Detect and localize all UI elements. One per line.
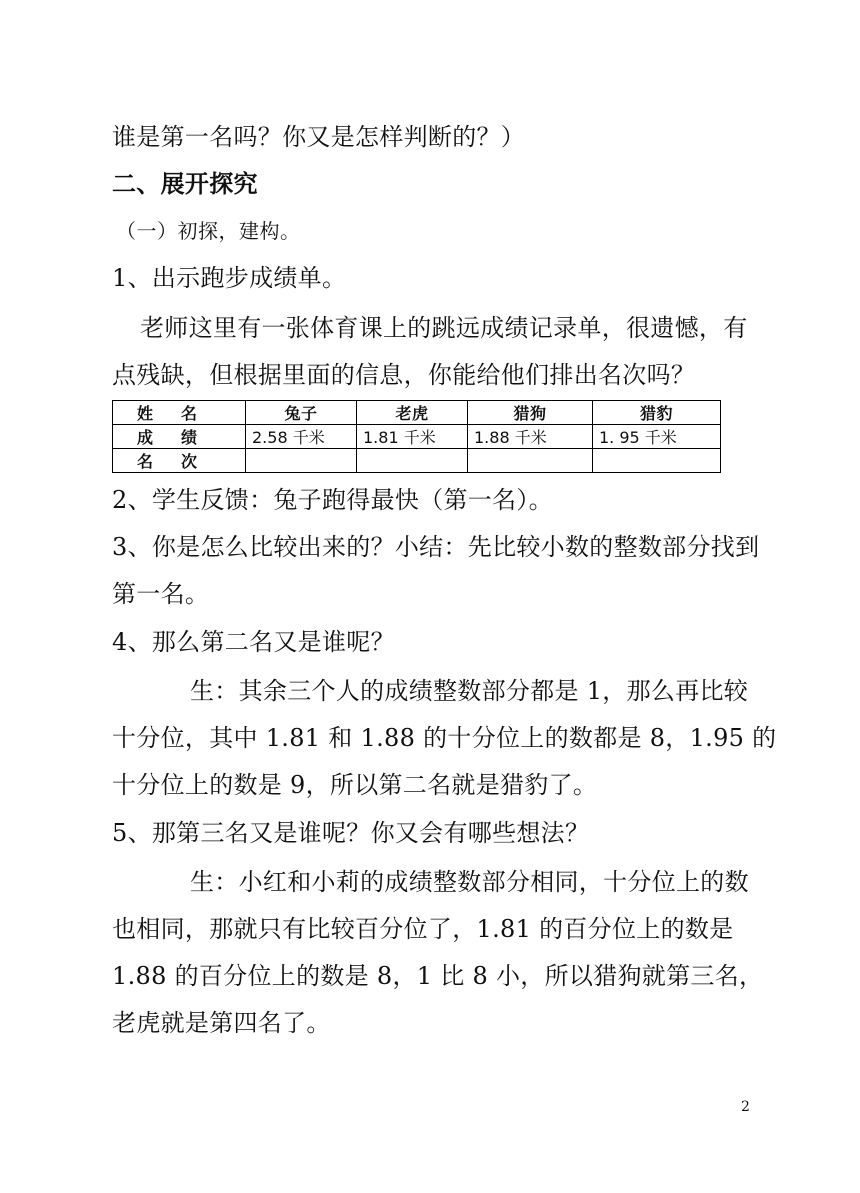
step-3: 3、你是怎么比较出来的？小结：先比较小数的整数部分找到 xyxy=(112,533,760,561)
name-cell: 猎豹 xyxy=(593,401,721,425)
name-cell: 兔子 xyxy=(246,401,357,425)
row-label-rank: 名 次 xyxy=(113,449,246,473)
rank-cell xyxy=(468,449,593,473)
step-2: 2、学生反馈：兔子跑得最快（第一名）。 xyxy=(112,486,553,514)
table-row-ranks xyxy=(113,449,721,473)
row-label-name: 姓 名 xyxy=(113,401,246,425)
text-line: 谁是第一名吗？你又是怎样判断的？） xyxy=(112,123,526,151)
score-cell: 2.58 千米 xyxy=(246,425,357,449)
score-table xyxy=(112,400,721,473)
step-4: 4、那么第二名又是谁呢？ xyxy=(112,628,395,656)
table-row-names xyxy=(113,401,721,425)
answer-line: 十分位，其中 1.81 和 1.88 的十分位上的数都是 8，1.95 的 xyxy=(112,724,777,752)
section-heading: 二、展开探究 xyxy=(112,170,258,198)
score-cell: 1.81 千米 xyxy=(357,425,468,449)
score-cell: 1.88 千米 xyxy=(468,425,593,449)
rank-cell xyxy=(357,449,468,473)
answer-line: 1.88 的百分位上的数是 8，1 比 8 小，所以猎狗就第三名， xyxy=(112,962,764,990)
row-label-score: 成 绩 xyxy=(113,425,246,449)
answer-line: 生：其余三个人的成绩整数部分都是 1，那么再比较 xyxy=(190,677,749,705)
name-cell: 猎狗 xyxy=(468,401,593,425)
rank-cell xyxy=(246,449,357,473)
page-number: 2 xyxy=(741,1099,750,1115)
table-row-scores xyxy=(113,425,721,449)
name-cell: 老虎 xyxy=(357,401,468,425)
subsection-heading: （一）初探，建构。 xyxy=(116,219,301,243)
answer-line: 生：小红和小莉的成绩整数部分相同，十分位上的数 xyxy=(190,868,749,896)
paragraph-line: 点残缺，但根据里面的信息，你能给他们排出名次吗？ xyxy=(112,361,696,389)
step-5: 5、那第三名又是谁呢？你又会有哪些想法？ xyxy=(112,819,590,847)
answer-line: 十分位上的数是 9，所以第二名就是猎豹了。 xyxy=(112,771,598,799)
paragraph-line: 第一名。 xyxy=(112,580,210,608)
answer-line: 也相同，那就只有比较百分位了，1.81 的百分位上的数是 xyxy=(112,915,734,943)
score-cell: 1. 95 千米 xyxy=(593,425,721,449)
answer-line: 老虎就是第四名了。 xyxy=(112,1009,331,1037)
rank-cell xyxy=(593,449,721,473)
step-1: 1、出示跑步成绩单。 xyxy=(112,264,347,292)
paragraph-line: 老师这里有一张体育课上的跳远成绩记录单，很遗憾，有 xyxy=(140,314,748,342)
